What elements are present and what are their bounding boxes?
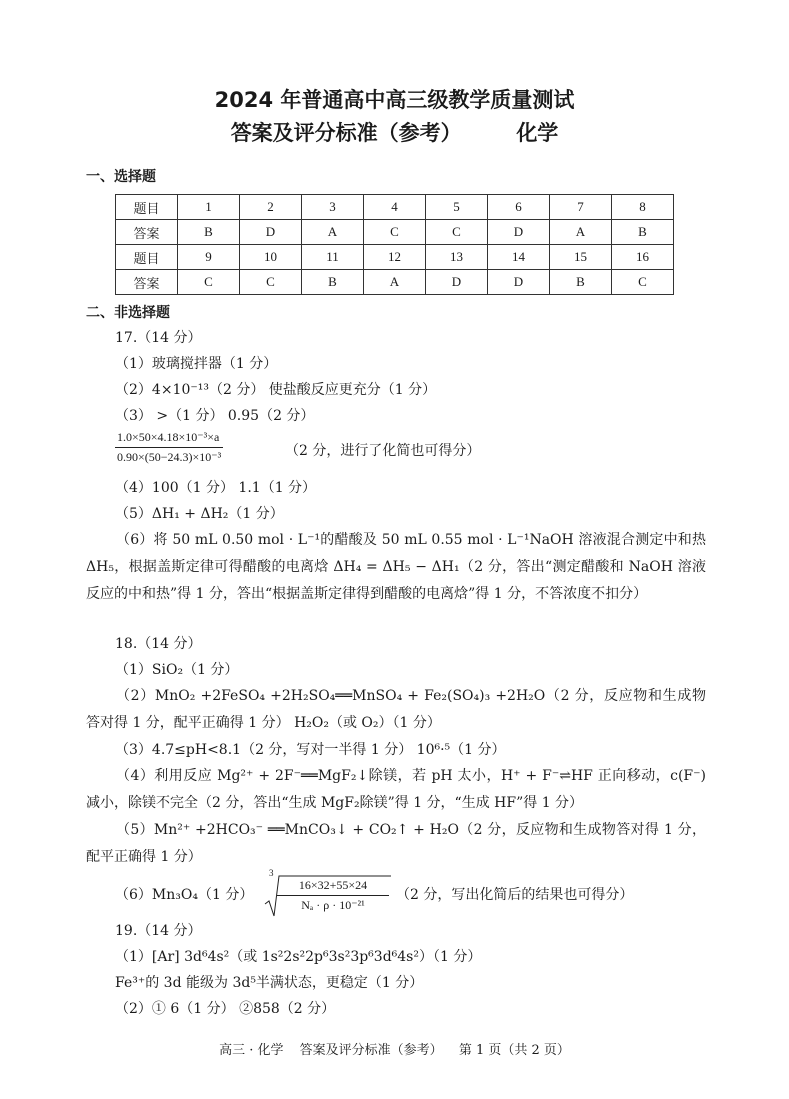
q19-answer-1b: Fe³⁺的 3d 能级为 3d⁵半满状态，更稳定（1 分） — [115, 975, 424, 991]
table-cell: A — [302, 220, 364, 245]
table-row-header: 题目 — [116, 245, 178, 270]
q17-answer-3: （3） >（1 分） 0.95（2 分） — [115, 408, 315, 424]
q18-answer-1: （1）SiO₂（1 分） — [115, 662, 239, 678]
footer-doc: 答案及评分标准（参考） — [299, 1043, 443, 1058]
table-row — [116, 270, 674, 295]
table-cell: 2 — [240, 195, 302, 220]
table-cell: 9 — [178, 245, 240, 270]
table-cell: B — [612, 220, 674, 245]
q19-answer-1: （1）[Ar] 3d⁶4s²（或 1s²2s²2p⁶3s²3p⁶3d⁶4s²）（1 分） — [115, 949, 482, 965]
q18-answer-6b: （2 分，写出化简后的结果也可得分） — [396, 887, 634, 903]
table-cell: C — [240, 270, 302, 295]
subtitle-left: 答案及评分标准（参考） — [230, 121, 462, 145]
table-cell: D — [426, 270, 488, 295]
q18-answer-3: （3）4.7≤pH<8.1（2 分，写对一半得 1 分） 10⁶·⁵（1 分） — [115, 742, 506, 758]
table-cell: 8 — [612, 195, 674, 220]
table-row-header: 答案 — [116, 220, 178, 245]
table-cell: 5 — [426, 195, 488, 220]
table-cell: 7 — [550, 195, 612, 220]
table-cell: B — [302, 270, 364, 295]
fraction-denominator: 0.90×(50−24.3)×10⁻³ — [117, 450, 222, 464]
table-cell: D — [488, 270, 550, 295]
q18-cube-root — [263, 868, 393, 918]
q18-heading: 18.（14 分） — [115, 636, 202, 652]
fraction-numerator: 1.0×50×4.18×10⁻³×a — [115, 430, 223, 448]
table-cell: C — [612, 270, 674, 295]
table-cell: 14 — [488, 245, 550, 270]
table-cell: 4 — [364, 195, 426, 220]
q18-answer-2: （2）MnO₂ +2FeSO₄ +2H₂SO₄══MnSO₄ + Fe₂(SO₄)₃ +2H₂O（2 分，反应物和生成物答对得 1 分，配平正确得 1 分） H₂O₂（或 O₂）（1 分） — [86, 688, 706, 731]
table-cell: 12 — [364, 245, 426, 270]
q19-answer-2: （2）① 6（1 分） ②858（2 分） — [115, 1001, 336, 1017]
q17-answer-2: （2）4×10⁻¹³（2 分） 使盐酸反应更充分（1 分） — [115, 382, 437, 398]
q18-answer-6a: （6）Mn₃O₄（1 分） — [115, 887, 254, 903]
root-numerator: 16×32+55×24 — [277, 878, 389, 896]
table-cell: 11 — [302, 245, 364, 270]
table-row-header: 答案 — [116, 270, 178, 295]
q17-answer-1: （1）玻璃搅拌器（1 分） — [115, 356, 278, 372]
page-title: 2024 年普通高中高三级教学质量测试 — [214, 88, 575, 112]
table-cell: C — [364, 220, 426, 245]
q17-answer-4: （4）100（1 分） 1.1（1 分） — [115, 480, 317, 496]
table-cell: A — [364, 270, 426, 295]
q17-heading: 17.（14 分） — [115, 330, 202, 346]
table-row — [116, 220, 674, 245]
table-cell: C — [178, 270, 240, 295]
root-index: 3 — [269, 868, 274, 878]
table-cell: 1 — [178, 195, 240, 220]
table-row — [116, 195, 674, 220]
answer-table — [115, 194, 674, 295]
table-cell: B — [178, 220, 240, 245]
table-cell: B — [550, 270, 612, 295]
q18-answer-4: （4）利用反应 Mg²⁺ + 2F⁻══MgF₂↓除镁，若 pH 太小，H⁺ + F⁻⇌HF 正向移动，c(F⁻)减小，除镁不完全（2 分，答出“生成 MgF₂除镁”得 1 分，“生成 HF”得 1 分） — [86, 768, 706, 811]
q17-answer-6: （6）将 50 mL 0.50 mol · L⁻¹的醋酸及 50 mL 0.55 mol · L⁻¹NaOH 溶液混合测定中和热 ΔH₅，根据盖斯定律可得醋酸的电离焓 ΔH₄ = ΔH₅ − ΔH₁（2 分，答出“测定醋酸和 NaOH 溶液反应的中和热”得 1 分，答出“根据盖斯定律得到醋酸的电离焓”得 1 分，不答浓度不扣分） — [86, 532, 706, 602]
q17-fraction — [115, 430, 223, 465]
table-cell: 3 — [302, 195, 364, 220]
table-cell: C — [426, 220, 488, 245]
section-title-choice: 一、选择题 — [86, 169, 156, 185]
table-cell: D — [488, 220, 550, 245]
page-footer — [0, 1039, 789, 1058]
table-cell: 6 — [488, 195, 550, 220]
section-title-nonchoice: 二、非选择题 — [86, 305, 170, 321]
table-cell: D — [240, 220, 302, 245]
table-row-header: 题目 — [116, 195, 178, 220]
table-cell: 15 — [550, 245, 612, 270]
table-cell: 16 — [612, 245, 674, 270]
subtitle-subject: 化学 — [516, 121, 559, 145]
table-cell: 13 — [426, 245, 488, 270]
table-cell: 10 — [240, 245, 302, 270]
q19-heading: 19.（14 分） — [115, 923, 202, 939]
footer-subject: 高三 · 化学 — [219, 1043, 284, 1058]
table-row — [116, 245, 674, 270]
root-denominator: Nₐ · ρ · 10⁻²¹ — [301, 898, 365, 912]
q17-fraction-note: （2 分，进行了化简也可得分） — [285, 443, 481, 459]
table-cell: A — [550, 220, 612, 245]
page-subtitle — [0, 117, 789, 147]
q18-answer-5: （5）Mn²⁺ +2HCO₃⁻ ══MnCO₃↓ + CO₂↑ + H₂O（2 分，反应物和生成物答对得 1 分，配平正确得 1 分） — [86, 822, 706, 865]
q17-answer-5: （5）ΔH₁ + ΔH₂（1 分） — [115, 506, 284, 522]
footer-page: 第 1 页（共 2 页） — [458, 1043, 570, 1058]
